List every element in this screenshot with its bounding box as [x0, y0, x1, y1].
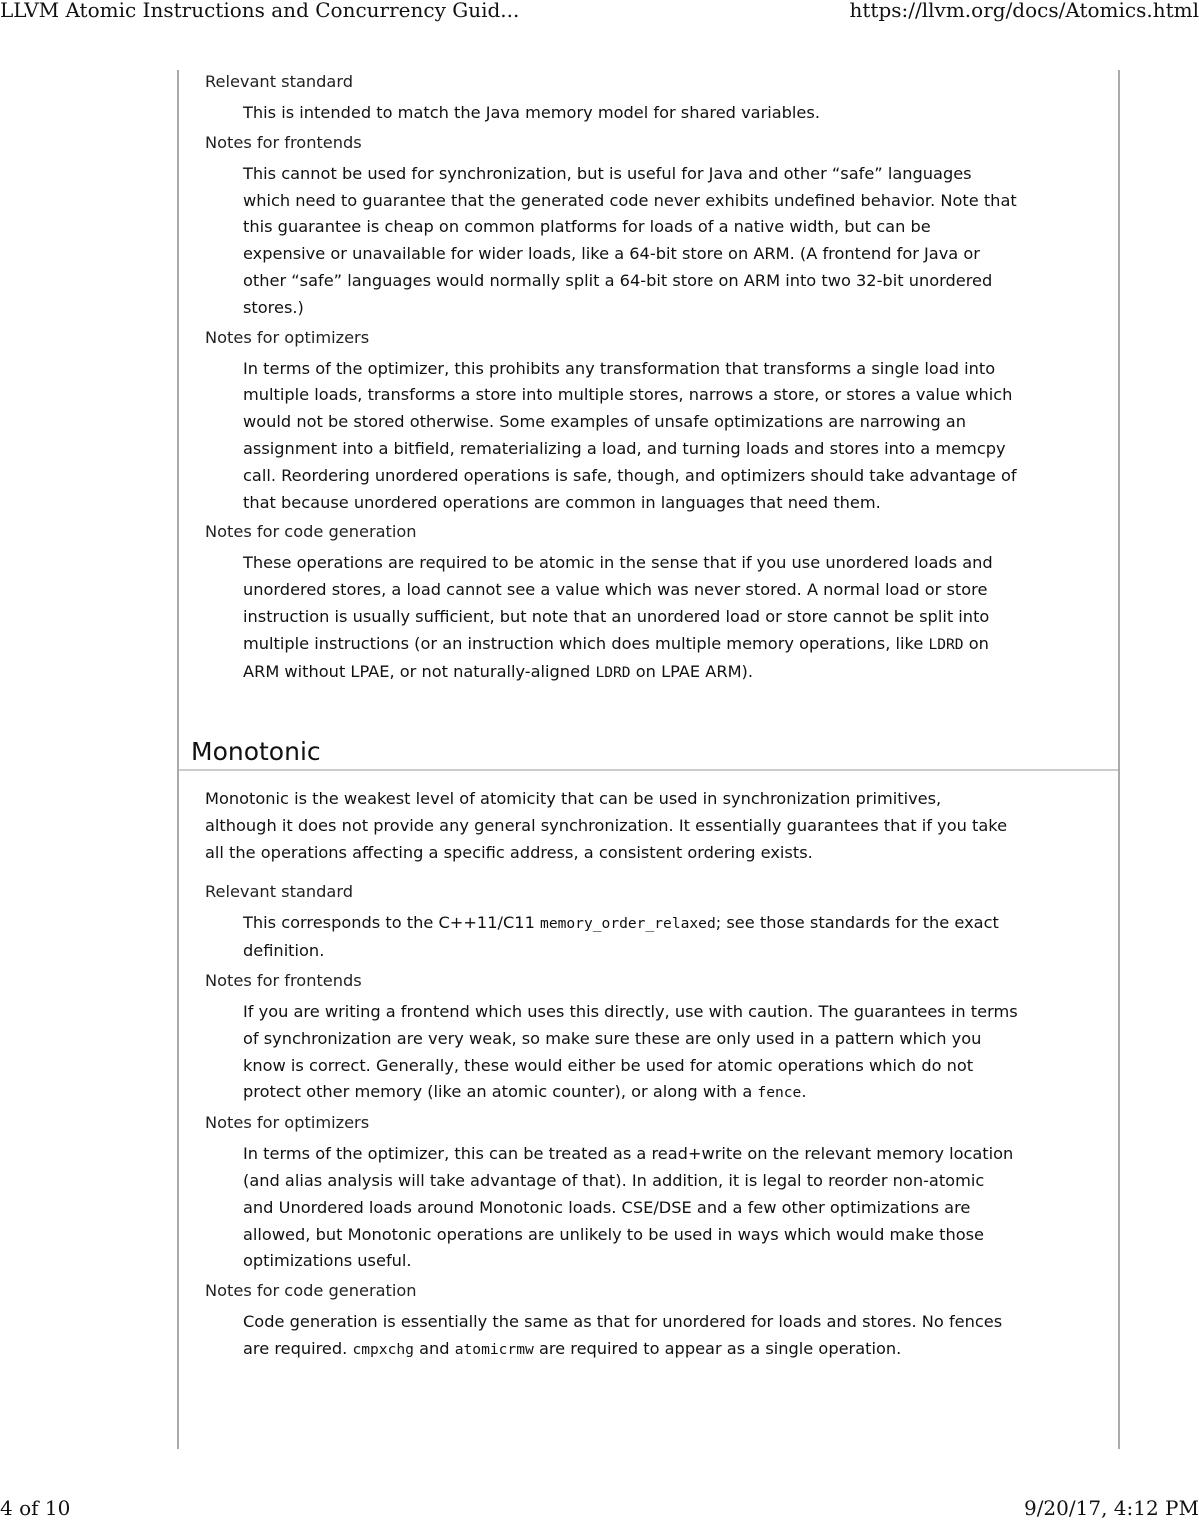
def-line: other “safe” languages would normally split a 64-bit store on ARM into two 32-bit unordered [243, 270, 993, 290]
def-line: In terms of the optimizer, this prohibits any transformation that transforms a single load into [243, 358, 996, 378]
text-span: are required. [243, 1338, 353, 1358]
def-line: multiple loads, transforms a store into multiple stores, narrows a store, or stores a value which [243, 385, 1013, 405]
inline-code-fence: fence [757, 1084, 802, 1102]
def-line: Code generation is essentially the same as that for unordered for loads and stores. No fences [243, 1312, 1003, 1332]
def-relevant-standard [243, 910, 1093, 965]
text-span: ARM without LPAE, or not naturally-aligned [243, 661, 596, 681]
def-line [243, 1336, 1093, 1364]
term-notes-codegen: Notes for code generation [205, 522, 417, 542]
text-span: are required to appear as a single operation. [533, 1338, 902, 1358]
monotonic-intro [205, 786, 1093, 866]
def-line: of synchronization are very weak, so make sure these are only used in a pattern which you [243, 1028, 982, 1048]
def-line: this guarantee is cheap on common platforms for loads of a native width, but can be [243, 217, 931, 237]
def-notes-optimizers [243, 1141, 1093, 1275]
inline-code-cmpxchg: cmpxchg [352, 1340, 414, 1358]
print-datetime: 9/20/17, 4:12 PM [1023, 1496, 1199, 1520]
term-notes-codegen: Notes for code generation [205, 1281, 417, 1301]
term-notes-frontends: Notes for frontends [205, 132, 362, 152]
document-body [177, 70, 1120, 1449]
text-span: on [963, 633, 989, 653]
monotonic-section [205, 786, 1093, 1364]
def-line: know is correct. Generally, these would either be used for atomic operations which do not [243, 1055, 974, 1075]
def-line [243, 1079, 1093, 1107]
def-line: would not be stored otherwise. Some examples of unsafe optimizations are narrowing an [243, 412, 966, 432]
para-line: all the operations affecting a specific address, a consistent ordering exists. [205, 842, 813, 862]
heading-text: Monotonic [191, 737, 321, 766]
text-span: ; see those standards for the exact [715, 913, 999, 933]
def-notes-frontends [243, 161, 1093, 322]
def-line: These operations are required to be atomic in the sense that if you use unordered loads and [243, 553, 993, 573]
unordered-definition-list [205, 70, 1093, 686]
text-span: on LPAE ARM). [630, 661, 754, 681]
def-line [243, 659, 1093, 687]
def-line: assignment into a bitfield, rematerializing a load, and turning loads and stores into a memcpy [243, 438, 1006, 458]
def-line: If you are writing a frontend which uses this directly, use with caution. The guarantees in terms [243, 1001, 1018, 1021]
para-line: Monotonic is the weakest level of atomicity that can be used in synchronization primitives, [205, 789, 942, 808]
def-line: (and alias analysis will take advantage of that). In addition, it is legal to reorder non-atomic [243, 1170, 985, 1190]
def-line: stores.) [243, 297, 304, 317]
page-counter: 4 of 10 [0, 1496, 71, 1520]
text-span: This corresponds to the C++11/C11 [243, 913, 541, 933]
def-notes-codegen [243, 550, 1093, 686]
def-line: This cannot be used for synchronization, but is useful for Java and other “safe” languages [243, 163, 972, 183]
inline-code-ldrd: LDRD [928, 635, 964, 653]
def-line: optimizations useful. [243, 1251, 412, 1271]
def-line: In terms of the optimizer, this can be treated as a read+write on the relevant memory location [243, 1144, 1014, 1164]
text-span: multiple instructions (or an instruction which does multiple memory operations, like [243, 633, 929, 653]
def-line [243, 631, 1093, 659]
para-line: although it does not provide any general synchronization. It essentially guarantees that if you take [205, 815, 1008, 835]
def-line: definition. [243, 941, 325, 961]
def-notes-optimizers [243, 356, 1093, 517]
def-notes-codegen [243, 1309, 1093, 1364]
def-line: This is intended to match the Java memory model for shared variables. [243, 103, 820, 122]
def-line: instruction is usually sufficient, but note that an unordered load or store cannot be split into [243, 606, 990, 626]
print-header [0, 0, 1199, 22]
text-span: protect other memory (like an atomic counter), or along with a [243, 1082, 758, 1102]
term-notes-optimizers: Notes for optimizers [205, 327, 370, 347]
def-line: which need to guarantee that the generated code never exhibits undefined behavior. Note that [243, 190, 1017, 210]
def-line: unordered stores, a load cannot see a value which was never stored. A normal load or store [243, 580, 988, 600]
term-relevant-standard: Relevant standard [205, 72, 353, 91]
inline-code-ldrd: LDRD [595, 663, 631, 681]
term-relevant-standard: Relevant standard [205, 882, 353, 902]
term-notes-optimizers: Notes for optimizers [205, 1113, 370, 1133]
inline-code-atomicrmw: atomicrmw [454, 1340, 534, 1358]
def-line: allowed, but Monotonic operations are unlikely to be used in ways which would make those [243, 1224, 984, 1244]
inline-code-memory-order-relaxed: memory_order_relaxed [540, 915, 716, 933]
def-notes-frontends [243, 999, 1093, 1107]
def-relevant-standard [243, 100, 1093, 127]
section-heading-monotonic [179, 736, 1118, 771]
def-line: call. Reordering unordered operations is safe, though, and optimizers should take advantage of [243, 465, 1017, 485]
text-span: . [801, 1082, 807, 1102]
def-line [243, 910, 1093, 938]
print-footer [0, 1496, 1199, 1520]
print-page-url[interactable]: https://llvm.org/docs/Atomics.html [849, 0, 1199, 22]
term-notes-frontends: Notes for frontends [205, 970, 362, 990]
print-page-title: LLVM Atomic Instructions and Concurrency Guid... [0, 0, 520, 22]
def-line: that because unordered operations are common in languages that need them. [243, 492, 881, 512]
text-span: and [413, 1338, 455, 1358]
def-line: expensive or unavailable for wider loads, like a 64-bit store on ARM. (A frontend for Java or [243, 244, 980, 264]
def-line: and Unordered loads around Monotonic loads. CSE/DSE and a few other optimizations are [243, 1197, 971, 1217]
